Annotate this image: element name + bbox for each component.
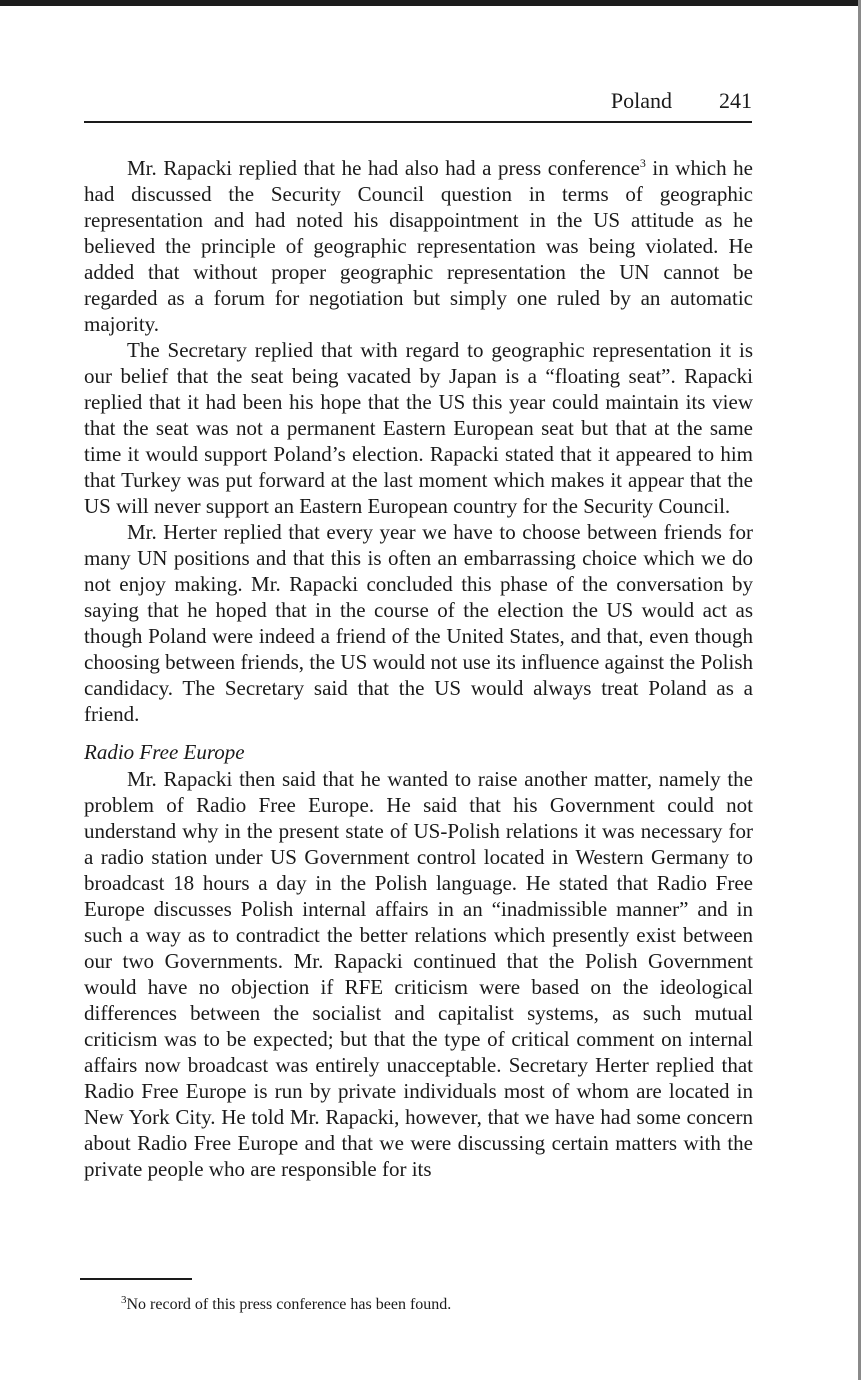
- page-number: 241: [719, 88, 752, 113]
- body-text: [84, 155, 753, 1182]
- paragraph-1-text-cont: in which he had discussed the Security Council question in terms of geographic representation and had noted his disappointment in the US attitude as he believed the principle of geographic representation was being violated. He added that without proper geographic representation the UN cannot be regarded as a forum for negotiation but simply one ruled by an automatic majority.: [84, 156, 753, 336]
- paragraph-2: The Secretary replied that with regard to geographic representation it is our belief that the seat being vacated by Japan is a “floating seat”. Rapacki replied that it had been his hope that the US this year could maintain its view that the seat was not a permanent Eastern European seat but that at the same time it would support Poland’s election. Rapacki stated that it appeared to him that Turkey was put forward at the last moment which makes it appear that the US will never support an Eastern European country for the Security Council.: [84, 338, 753, 518]
- scan-edge-top: [0, 0, 861, 6]
- paragraph-1-text: Mr. Rapacki replied that he had also had a press conference: [127, 156, 640, 180]
- footnote-rule: [80, 1278, 192, 1280]
- paragraph-1: [84, 155, 753, 337]
- footnote: [121, 1294, 451, 1316]
- header-rule: [84, 121, 752, 123]
- paragraph-3: Mr. Herter replied that every year we have to choose between friends for many UN positions and that this is often an embarrassing choice which we do not enjoy making. Mr. Rapacki concluded this phase of the conversation by saying that he hoped that in the course of the election the US would act as though Poland were indeed a friend of the United States, and that, even though choosing between friends, the US would not use its influence against the Polish candidacy. The Secretary said that the US would always treat Poland as a friend.: [84, 520, 753, 726]
- running-head-title: Poland: [610, 88, 672, 113]
- footnote-text: No record of this press conference has been found.: [126, 1296, 452, 1313]
- footnote-number: 3: [121, 1294, 127, 1306]
- running-head: [84, 88, 752, 122]
- section-heading: Radio Free Europe: [84, 740, 245, 764]
- footnote-reference: 3: [639, 156, 646, 170]
- section-paragraph: Mr. Rapacki then said that he wanted to raise another matter, namely the problem of Radio Free Europe. He said that his Government could not understand why in the present state of US-Polish relations it was necessary for a radio station under US Government control located in Western Germany to broadcast 18 hours a day in the Polish language. He stated that Radio Free Europe discusses Polish internal affairs in an “inadmissible manner” and in such a way as to contradict the better relations which presently exist between our two Governments. Mr. Rapacki continued that the Polish Government would have no objection if RFE criticism were based on the ideological differences between the socialist and capitalist systems, as such mutual criticism was to be expected; but that the type of critical comment on internal affairs now broadcast was entirely unacceptable. Secretary Herter replied that Radio Free Europe is run by private individuals most of whom are located in New York City. He told Mr. Rapacki, however, that we have had some concern about Radio Free Europe and that we were discussing certain matters with the private people who are responsible for its: [84, 767, 753, 1181]
